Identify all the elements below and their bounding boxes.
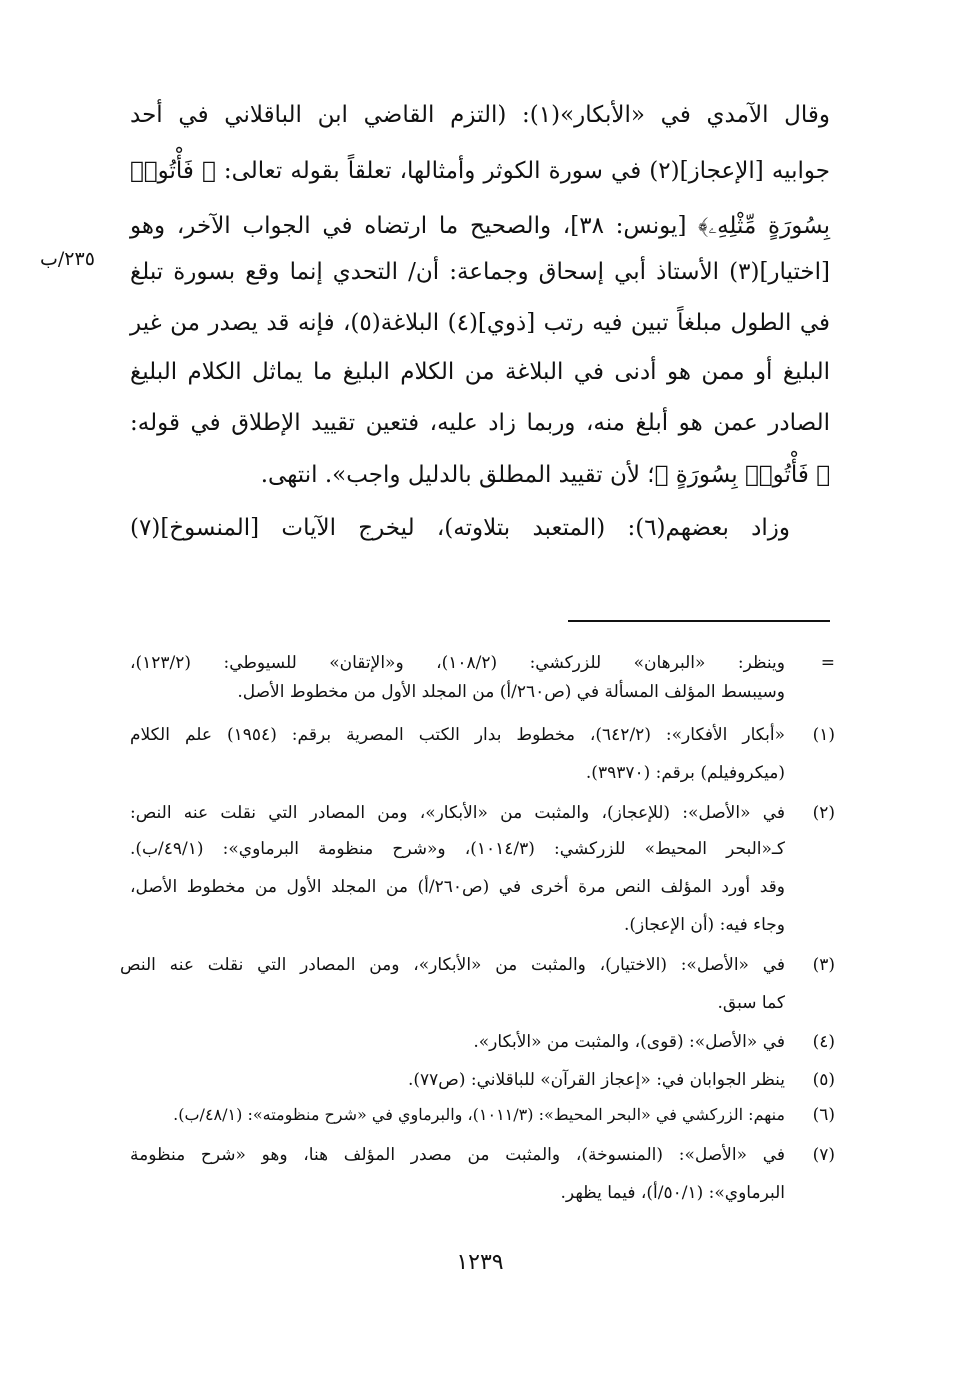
footnote-line: كما سبق. <box>717 993 785 1013</box>
footnote-line: كـ«البحر المحيط» للزركشي: (١٠١٤/٣)، و«شرح منظومة البرماوي»: (٤٩/١/ب). <box>130 839 785 859</box>
manuscript-folio-note: ٢٣٥/ب <box>40 248 95 270</box>
main-text-line-1: وقال الآمدي في «الأبكار»(١): (التزم القاضي ابن الباقلاني في أحد <box>130 102 830 128</box>
footnote-number: (٣) <box>812 955 835 975</box>
footnote-line: وينظر: «البرهان» للزركشي: (١٠٨/٢)، و«الإتقان» للسيوطي: (١٢٣/٢)، <box>130 653 785 673</box>
footnote-number: (٤) <box>812 1032 835 1052</box>
main-text-line-8: ﴿ فَأْتُوا۟ بِسُورَةٍ ﴾؛ لأن تقييد المطلق بالدليل واجب». انتهى. <box>260 462 830 488</box>
footnote-line: «أبكار الأفكار»: (٦٤٢/٢)، مخطوط بدار الكتب المصرية برقم: (١٩٥٤) علم الكلام <box>130 725 785 745</box>
main-text-line-9: وزاد بعضهم(٦): (المتعبد بتلاوته)، ليخرج الآيات [المنسوخ](٧) <box>130 515 790 541</box>
footnote-number: (٢) <box>812 803 835 823</box>
footnote-line: في «الأصل»: (للإعجاز)، والمثبت من «الأبكار»، ومن المصادر التي نقلت عنه النص: <box>130 803 785 823</box>
footnote-line: وجاء فيه: (أن الإعجاز). <box>623 915 785 935</box>
main-text-line-6: البليغ أو ممن هو أدنى في البلاغة من الكلام البليغ ما يماثل الكلام البليغ <box>130 359 830 385</box>
footnote-line: في «الأصل»: (الاختيار)، والمثبت من «الأبكار»، ومن المصادر التي نقلت عنه النص <box>120 955 785 975</box>
footnote-number: (٧) <box>812 1145 835 1165</box>
footnote-line: وسيبسط المؤلف المسألة في (ص٢٦٠/أ) من المجلد الأول من مخطوط الأصل. <box>237 682 785 702</box>
footnote-number: = <box>820 653 835 673</box>
main-text-line-7: الصادر عمن هو أبلغ منه، وربما زاد عليه، فتعين تقييد الإطلاق في قوله: <box>130 410 830 436</box>
footnote-separator <box>568 620 830 622</box>
main-text-line-5: في الطول مبلغاً تبين فيه رتب [ذوي](٤) البلاغة(٥)، فإنه قد يصدر من غير <box>130 310 830 336</box>
footnote-line: في «الأصل»: (قوى)، والمثبت من «الأبكار». <box>473 1032 785 1052</box>
main-text-line-4: [اختيار](٣) الأستاذ أبي إسحاق وجماعة: أن/ التحدي إنما وقع بسورة تبلغ <box>130 259 830 285</box>
main-text-line-3: بِسُورَةٍ مِّثْلِهِۦ﴾ [يونس: ٣٨]، والصحيح ما ارتضاه في الجواب الآخر، وهو <box>130 213 830 239</box>
footnote-number: (١) <box>812 725 835 745</box>
footnote-line: البرماوي»: (٥٠/١/أ)، فيما يظهر. <box>560 1183 785 1203</box>
footnote-line: في «الأصل»: (المنسوخة)، والمثبت من مصدر المؤلف هنا، وهو «شرح منظومة <box>130 1145 785 1165</box>
page-number: ١٢٣٩ <box>456 1250 504 1275</box>
footnote-number: (٦) <box>812 1105 835 1125</box>
footnote-line: وقد أورد المؤلف النص مرة أخرى في (ص٢٦٠/أ) من المجلد الأول من مخطوط الأصل، <box>130 877 785 897</box>
footnote-line: ينظر الجوابان في: «إعجاز القرآن» للباقلاني: (ص٧٧). <box>407 1070 785 1090</box>
main-text-line-2: جوابيه [الإعجاز](٢) في سورة الكوثر وأمثالها، تعلقاً بقوله تعالى: ﴿ فَأْتُوا۟ <box>130 158 830 184</box>
footnote-line: منهم: الزركشي في «البحر المحيط»: (١٠١١/٣)، والبرماوي في «شرح منظومته»: (٤٨/١/ب). <box>173 1105 785 1124</box>
footnote-number: (٥) <box>812 1070 835 1090</box>
footnote-line: (ميكروفيلم) برقم: (٣٩٣٧٠). <box>585 763 785 783</box>
